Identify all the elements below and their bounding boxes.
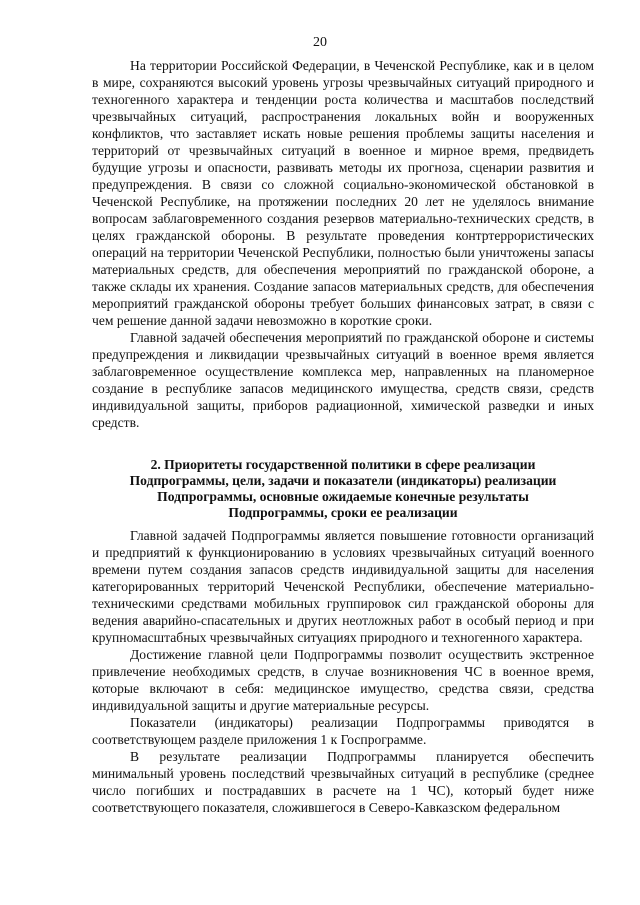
document-body xyxy=(92,57,594,816)
page-number: 20 xyxy=(313,35,327,50)
paragraph-results: В результате реализации Подпрограммы планируется обеспечить минимальный уровень последствий чрезвычайных ситуаций в республике (среднее число погибших и пострадавших в расчете на 1 ЧС), который будет ниже соответствующего показателя, сложившегося в Северо-Кавказском федеральном xyxy=(92,749,594,815)
paragraph-subprogram-goal: Главной задачей Подпрограммы является повышение готовности организаций и предприятий к функционированию в условиях чрезвычайных ситуаций военного времени путем создания запасов средств индивидуальной защиты для населения категорированных территорий Чеченской Республики, обеспечение материально-техническими средствами мобильных группировок сил гражданской обороны для ведения аварийно-спасательных и других неотложных работ в особый период и при крупномасштабных чрезвычайных ситуациях природного и техногенного характера. xyxy=(92,528,594,645)
paragraph-indicators: Показатели (индикаторы) реализации Подпрограммы приводятся в соответствующем разделе приложения 1 к Госпрограмме. xyxy=(92,715,594,747)
paragraph-threats: На территории Российской Федерации, в Чеченской Республике, как и в целом в мире, сохраняются высокий уровень угрозы чрезвычайных ситуаций природного и техногенного характера и тенденции роста количества и масштабов последствий чрезвычайных ситуаций, распространения локальных войн и вооруженных конфликтов, что заставляет искать новые решения проблемы защиты населения и территорий от чрезвычайных ситуаций в военное и мирное время, предвидеть будущие угрозы и опасности, развивать методы их прогноза, сценарии развития и предупреждения. В связи со сложной социально-экономической обстановкой в Чеченской Республике, на протяжении последних 20 лет не уделялось внимание вопросам заблаговременного создания резервов материально-технических средств, в целях гражданской обороны. В результате проведения контртеррористических операций на территории Чеченской Республики, полностью были уничтожены запасы материальных средств, для обеспечения мероприятий по гражданской обороне, а также склады их хранения. Создание запасов материальных средств, для обеспечения мероприятий гражданской обороны требует больших финансовых затрат, в связи с чем решение данной задачи невозможно в короткие сроки. xyxy=(92,58,594,328)
paragraph-goal-achievement: Достижение главной цели Подпрограммы позволит осуществить экстренное привлечение необходимых средств, в случае возникновения ЧС в военное время, которые включают в себя: медицинское имущество, средства связи, средства индивидуальной защиты и другие материальные ресурсы. xyxy=(92,647,594,713)
section-heading xyxy=(92,457,594,521)
section-heading-line: Подпрограммы, сроки ее реализации xyxy=(228,505,458,520)
section-heading-line: 2. Приоритеты государственной политики в сфере реализации xyxy=(150,457,536,472)
section-heading-line: Подпрограммы, цели, задачи и показатели (индикаторы) реализации xyxy=(129,473,557,488)
section-heading-line: Подпрограммы, основные ожидаемые конечные результаты xyxy=(157,489,529,504)
paragraph-main-task: Главной задачей обеспечения мероприятий по гражданской обороне и системы предупреждения и ликвидации чрезвычайных ситуаций в военное время является заблаговременное осуществление комплекса мер, направленных на планомерное создание в республике запасов медицинского имущества, средств связи, средств индивидуальной защиты, приборов радиационной, химической разведки и иных средств. xyxy=(92,330,594,430)
